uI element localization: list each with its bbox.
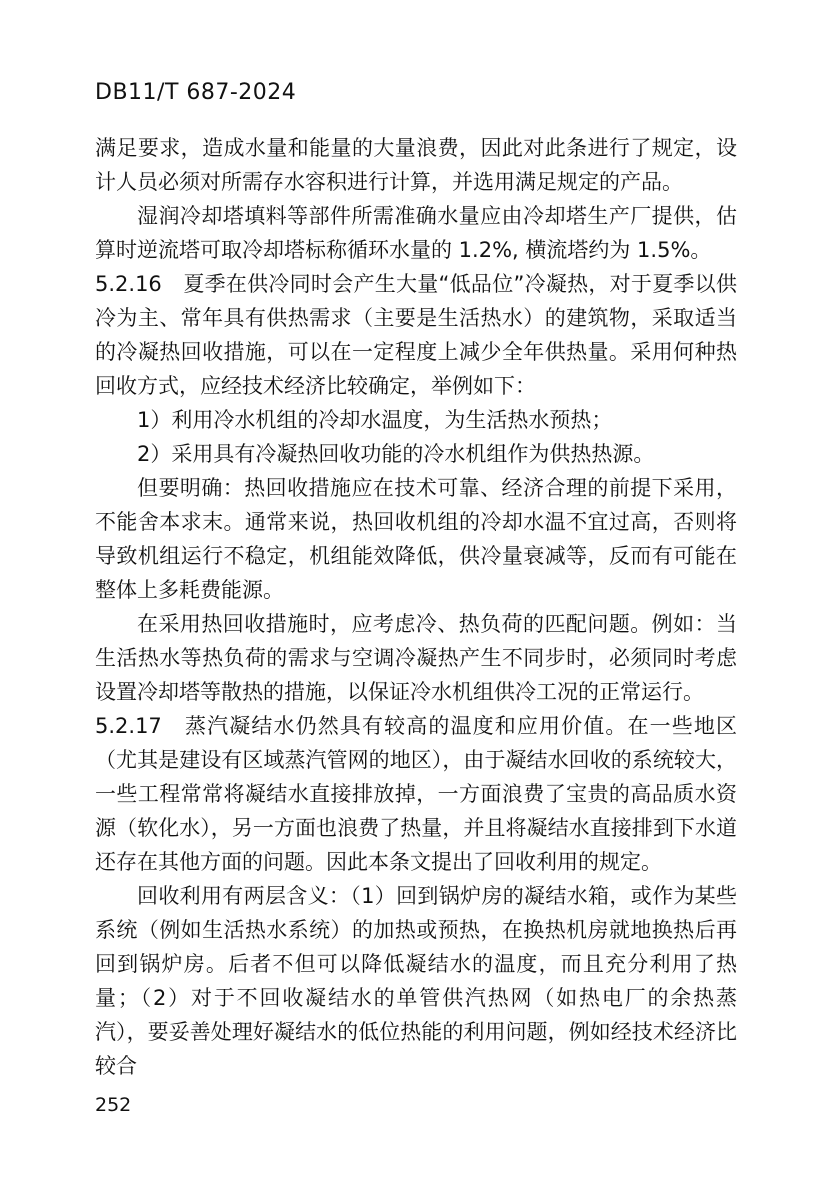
paragraph: 湿润冷却塔填料等部件所需准确水量应由冷却塔生产厂提供，估算时逆流塔可取冷却塔标称循环水量的 1.2%, 横流塔约为 1.5%。 xyxy=(95,204,737,262)
paragraph: 回收利用有两层含义：（1）回到锅炉房的凝结水箱，或作为某些系统（例如生活热水系统）的加热或预热，在换热机房就地换热后再回到锅炉房。后者不但可以降低凝结水的温度，而且充分利用了热量；（2）对于不回收凝结水的单管供汽热网（如热电厂的余热蒸汽），要妥善处理好凝结水的低位热能的利用问题，例如经技术经济比较合 xyxy=(95,884,737,1078)
page-number: 252 xyxy=(95,1094,132,1116)
list-item-1: 1）利用冷水机组的冷却水温度，为生活热水预热； xyxy=(137,408,613,432)
document-code: DB11/T 687-2024 xyxy=(95,80,297,105)
paragraph: 但要明确：热回收措施应在技术可靠、经济合理的前提下采用，不能舍本求末。通常来说，热回收机组的冷却水温不宜过高，否则将导致机组运行不稳定，机组能效降低，供冷量衰减等，反而有可能在整体上多耗费能源。 xyxy=(95,476,737,602)
list-item-2: 2）采用具有冷凝热回收功能的冷水机组作为供热热源。 xyxy=(137,442,655,466)
document-body xyxy=(95,131,737,1083)
clause-5-2-16: 5.2.16 夏季在供冷同时会产生大量“低品位”冷凝热，对于夏季以供冷为主、常年具有供热需求（主要是生活热水）的建筑物，采取适当的冷凝热回收措施，可以在一定程度上减少全年供热量。采用何种热回收方式，应经技术经济比较确定，举例如下： xyxy=(95,272,737,398)
clause-5-2-17: 5.2.17 蒸汽凝结水仍然具有较高的温度和应用价值。在一些地区（尤其是建设有区域蒸汽管网的地区），由于凝结水回收的系统较大，一些工程常常将凝结水直接排放掉，一方面浪费了宝贵的高品质水资源（软化水），另一方面也浪费了热量，并且将凝结水直接排到下水道还存在其他方面的问题。因此本条文提出了回收利用的规定。 xyxy=(95,714,737,874)
paragraph-continued: 满足要求，造成水量和能量的大量浪费，因此对此条进行了规定，设计人员必须对所需存水容积进行计算，并选用满足规定的产品。 xyxy=(95,136,737,194)
paragraph: 在采用热回收措施时，应考虑冷、热负荷的匹配问题。例如：当生活热水等热负荷的需求与空调冷凝热产生不同步时，必须同时考虑设置冷却塔等散热的措施，以保证冷水机组供冷工况的正常运行。 xyxy=(95,612,737,704)
